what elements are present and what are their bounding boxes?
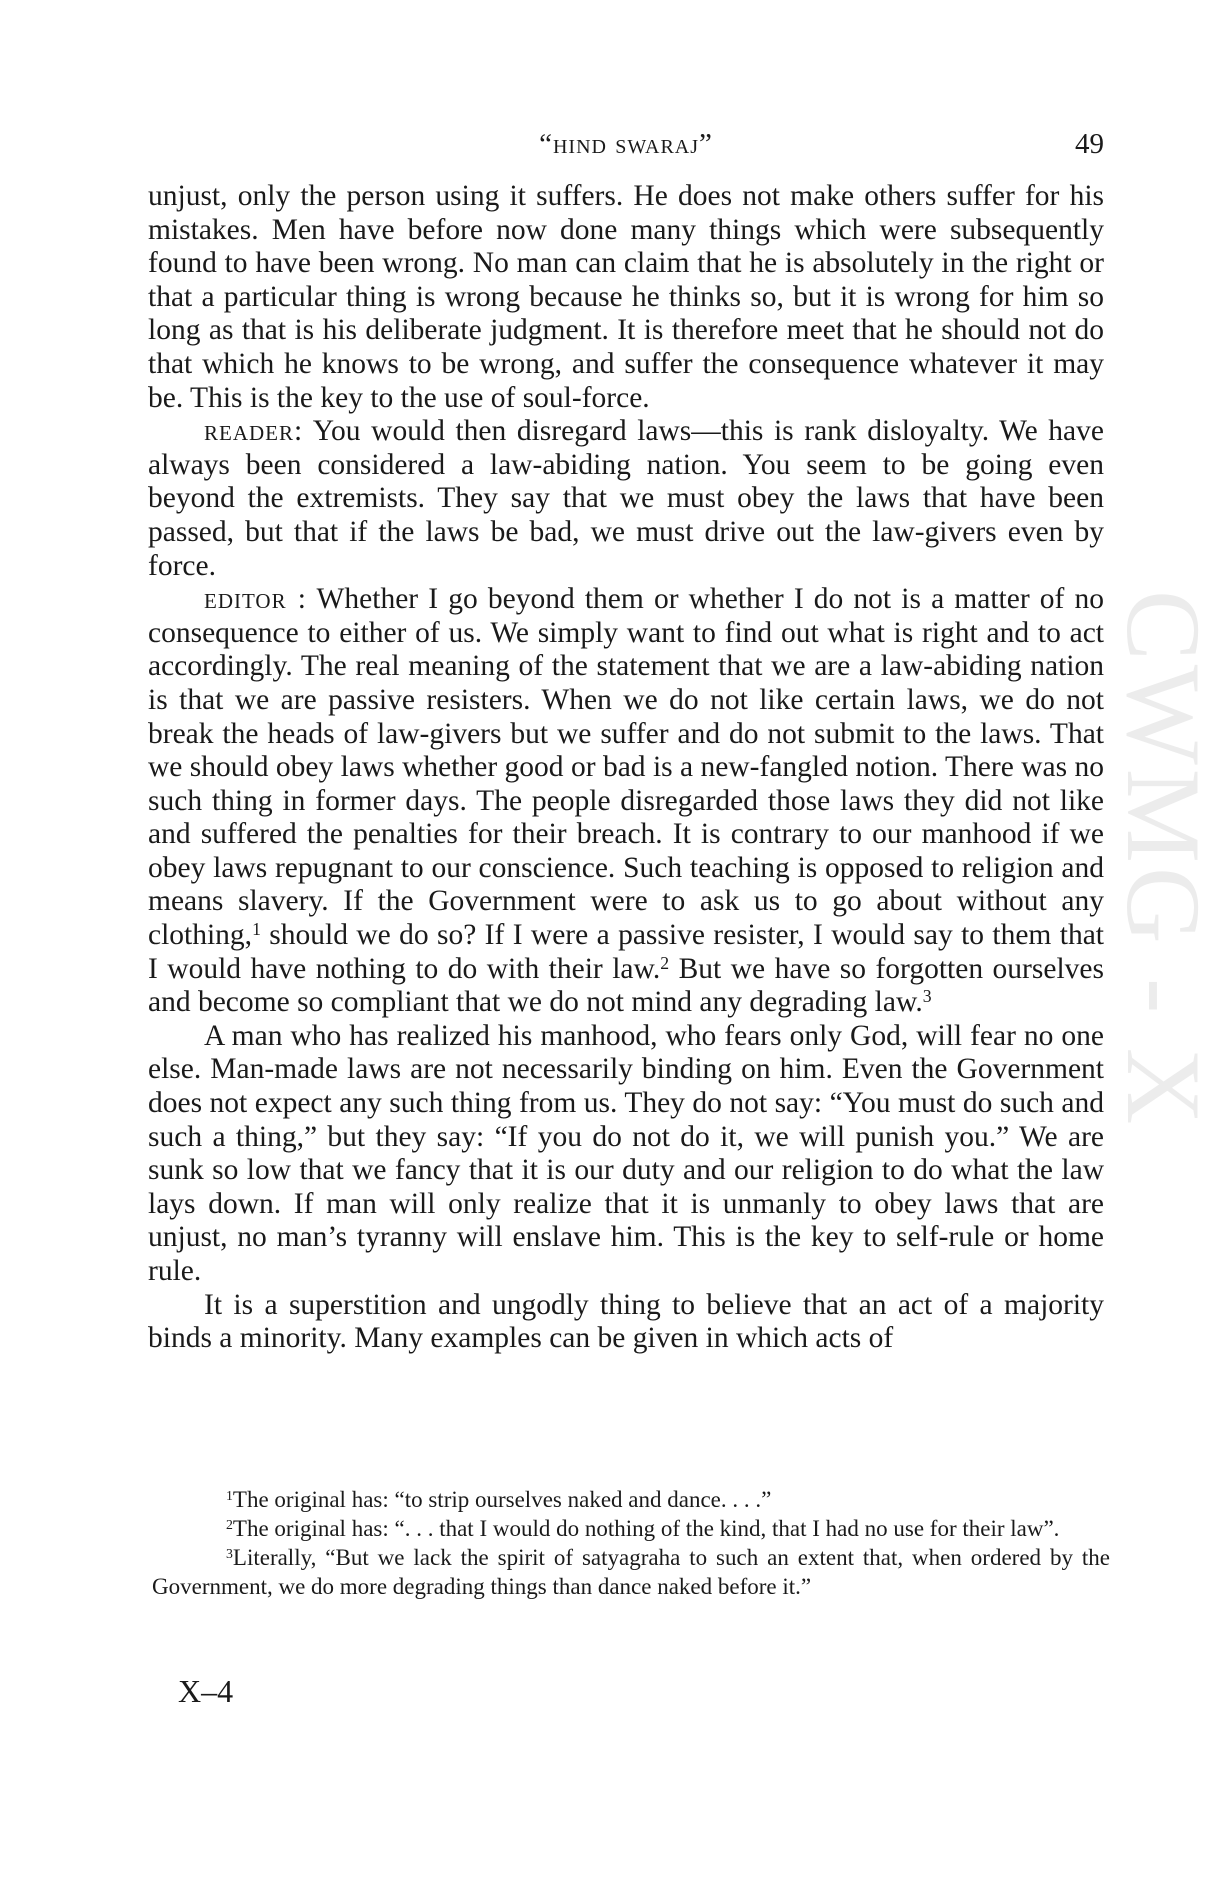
paragraph-text: But we have so forgotten ourselves and become so compliant that we do not mind any degrading law. xyxy=(148,952,1104,1019)
paragraph-editor xyxy=(148,583,1104,1020)
footnote-mark: 2 xyxy=(226,1517,233,1533)
speaker-label: editor : xyxy=(204,583,307,616)
paragraph-text: Whether I go beyond them or whether I do not is a matter of no consequence to either of us. We simply want to find out what is right and to act accordingly. The real meaning of the statement that we are a law-abiding nation is that we are passive resisters. When we do not like certain laws, we do not break the heads of law-givers but we suffer and do not submit to the laws. That we should obey laws whether good or bad is a new-fangled notion. There was no such thing in former days. The people disregarded those laws they did not like and suffered the penalties for their breach. It is contrary to our manhood if we obey laws repugnant to our conscience. Such teaching is opposed to religion and means slavery. If the Government were to ask us to go about without any clothing, xyxy=(148,583,1104,952)
page-header xyxy=(148,128,1104,168)
footnote-mark: 1 xyxy=(226,1488,233,1504)
footnote-text: The original has: “to strip ourselves naked and dance. . . .” xyxy=(232,1487,772,1512)
footnote-ref[interactable]: 2 xyxy=(660,952,670,973)
paragraph-text: should we do so? If I were a passive resister, I would say to them that I would have nothing to do with their law. xyxy=(148,919,1104,985)
paragraph-text: A man who has realized his manhood, who fears only God, will fear no one else. Man-made laws are not necessarily binding on him. Even the Government does not expect any such thing from us. They do not say: “You must do such and such a thing,” but they say: “If you do not do it, we will punish you.” We are sunk so low that we fancy that it is our duty and our religion to do what the law lays down. If man will only realize that it is unmanly to obey laws that are unjust, no man’s tyranny will enslave him. This is the key to self-rule or home rule. xyxy=(148,1019,1104,1287)
paragraph-reader xyxy=(148,415,1104,583)
footnote-mark: 3 xyxy=(226,1546,233,1562)
paragraph-text: It is a superstition and ungodly thing to believe that an act of a majority binds a minority. Many examples can be given in which acts of xyxy=(148,1288,1104,1355)
body-text xyxy=(148,180,1104,1356)
paragraph xyxy=(148,1289,1104,1356)
footnote xyxy=(152,1514,1110,1543)
page-number: 49 xyxy=(1075,128,1104,160)
paragraph xyxy=(148,180,1104,415)
footnote xyxy=(152,1485,1110,1514)
running-title: “hind swaraj” xyxy=(539,128,713,160)
footnote-ref[interactable]: 3 xyxy=(922,986,932,1007)
footnote xyxy=(152,1543,1110,1601)
paragraph-text: unjust, only the person using it suffers. He does not make others suffer for his mistakes. Men have before now done many things which were subsequently found to have been wrong. No man can claim that he is absolutely in the right or that a particular thing is wrong because he thinks so, but it is wrong for him so long as that is his deliberate judgment. It is therefore meet that he should not do that which he knows to be wrong, and suffer the consequence whatever it may be. This is the key to the use of soul-force. xyxy=(148,180,1104,414)
footnote-text: The original has: “. . . that I would do nothing of the kind, that I had no use for their law”. xyxy=(232,1516,1060,1541)
footnote-ref[interactable]: 1 xyxy=(252,919,261,940)
speaker-label: reader: xyxy=(204,415,304,448)
paragraph xyxy=(148,1020,1104,1289)
paragraph-text: You would then disregard laws—this is rank disloyalty. We have always been considered a law-abiding nation. You seem to be going even beyond the extremists. They say that we must obey the laws that have been passed, but that if the laws be bad, we must drive out the law-givers even by force. xyxy=(148,415,1104,582)
watermark: CWMG - X xyxy=(1105,590,1222,1129)
footnote-text: Literally, “But we lack the spirit of satyagraha to such an extent that, when ordered by the Government, we do more degrading things than dance naked before it.” xyxy=(152,1545,1110,1599)
signature-mark: X–4 xyxy=(178,1673,234,1709)
footnotes xyxy=(152,1485,1110,1601)
